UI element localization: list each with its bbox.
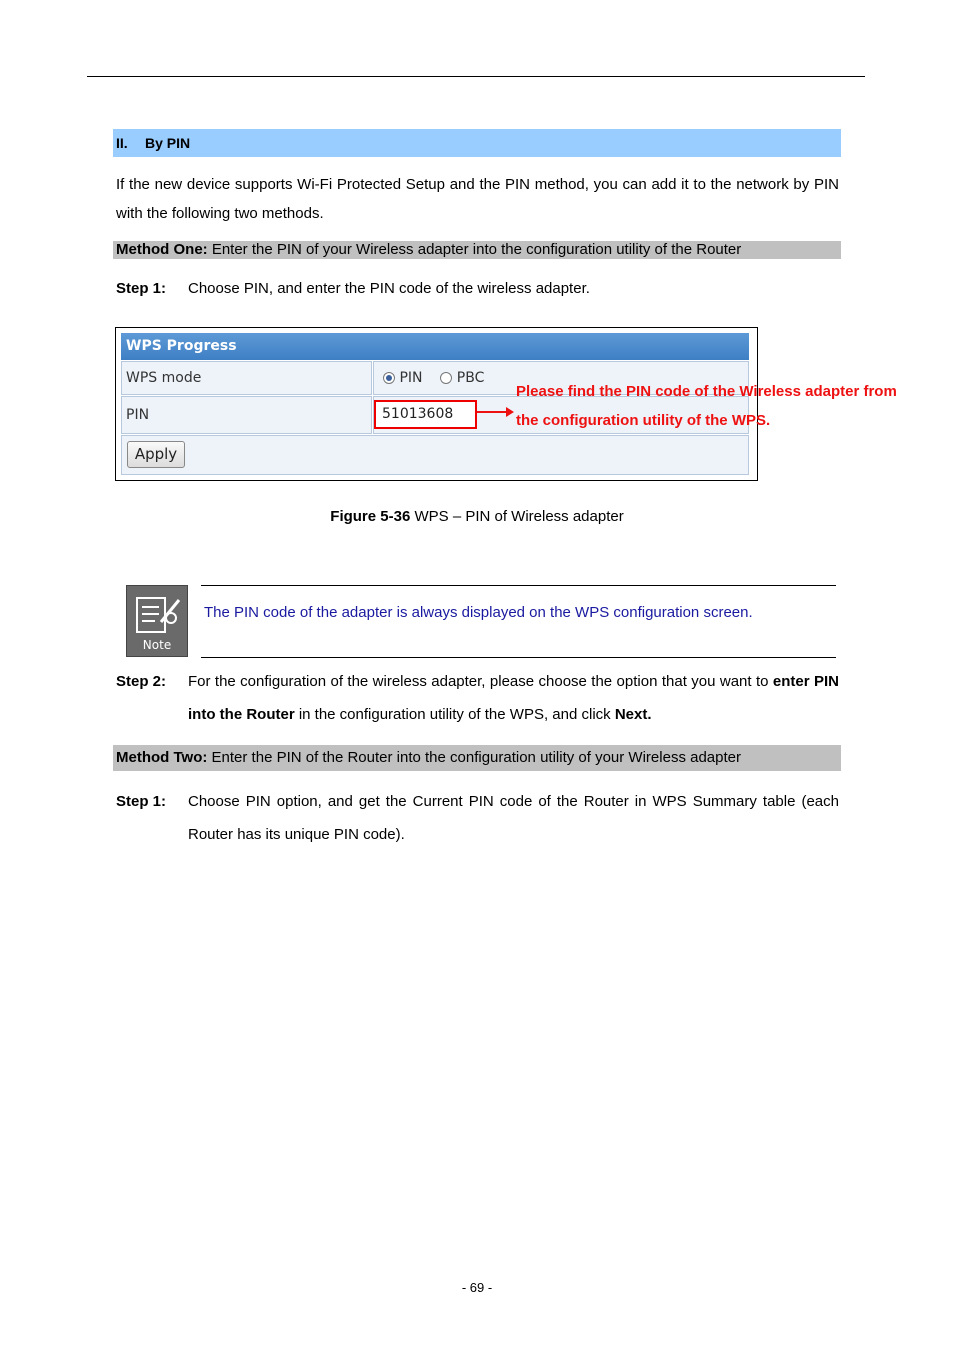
wps-mode-label-cell xyxy=(121,361,372,395)
caption-text: WPS – PIN of Wireless adapter xyxy=(410,508,624,525)
callout-line-1: Please find the PIN code of the Wireless adapter from xyxy=(516,383,897,400)
pin-label: PIN xyxy=(126,407,150,423)
header-rule xyxy=(87,76,865,77)
note-top-rule xyxy=(201,585,836,586)
step1-text: Choose PIN, and enter the PIN code of the wireless adapter. xyxy=(188,280,590,297)
method-two-text: Enter the PIN of the Router into the configuration utility of your Wireless adapter xyxy=(207,749,741,766)
wps-progress-header: WPS Progress xyxy=(121,333,749,360)
method-one-text: Enter the PIN of your Wireless adapter into the configuration utility of the Router xyxy=(207,241,742,258)
note-icon-label: Note xyxy=(142,638,172,652)
method-one-bar xyxy=(113,241,841,259)
method-one-label: Method One: xyxy=(116,241,208,258)
note-text: The PIN code of the adapter is always displayed on the WPS configuration screen. xyxy=(204,604,753,621)
step1-label: Step 1: xyxy=(116,280,167,297)
method-two-bar xyxy=(113,745,841,771)
pin-value-field: 51013608 xyxy=(374,400,477,429)
notepad-pencil-icon xyxy=(127,592,187,642)
figure-caption xyxy=(0,508,954,525)
option-pbc-label: PBC xyxy=(456,370,485,386)
method-two-label: Method Two: xyxy=(116,749,208,766)
step2-text-bold: enter PIN into the Router xyxy=(188,673,839,723)
section-number: II. xyxy=(116,135,128,151)
section-title: By PIN xyxy=(145,135,191,151)
section-heading xyxy=(113,129,841,157)
page-number: - 69 - xyxy=(461,1280,493,1295)
step2-text xyxy=(188,665,839,731)
step2-text-b: in the configuration utility of the WPS, and click xyxy=(294,706,615,723)
wps-mode-label: WPS mode xyxy=(126,370,202,386)
note-icon xyxy=(126,585,188,657)
step2-text-a: For the configuration of the wireless adapter, please choose the option that you want to xyxy=(188,673,773,690)
callout-line-2: the configuration utility of the WPS. xyxy=(516,412,771,429)
apply-button[interactable]: Apply xyxy=(127,441,185,468)
note-bottom-rule xyxy=(201,657,836,658)
step1b-label: Step 1: xyxy=(116,793,167,810)
step1b-text: Choose PIN option, and get the Current PIN code of the Router in WPS Summary table (each Router has its unique PIN code). xyxy=(188,793,839,843)
radio-pin-selected-icon[interactable] xyxy=(383,372,395,384)
caption-number: Figure 5-36 xyxy=(330,508,411,525)
step2-text-next: Next. xyxy=(614,706,652,723)
apply-row xyxy=(121,435,749,475)
pin-label-cell xyxy=(121,396,372,434)
arrow-right-icon xyxy=(477,406,515,418)
intro-paragraph: If the new device supports Wi-Fi Protected Setup and the PIN method, you can add it to the network by PIN with the following two methods. xyxy=(116,176,839,222)
radio-pbc-icon[interactable] xyxy=(440,372,452,384)
option-pin-label: PIN xyxy=(399,370,423,386)
step2-label: Step 2: xyxy=(116,673,167,690)
